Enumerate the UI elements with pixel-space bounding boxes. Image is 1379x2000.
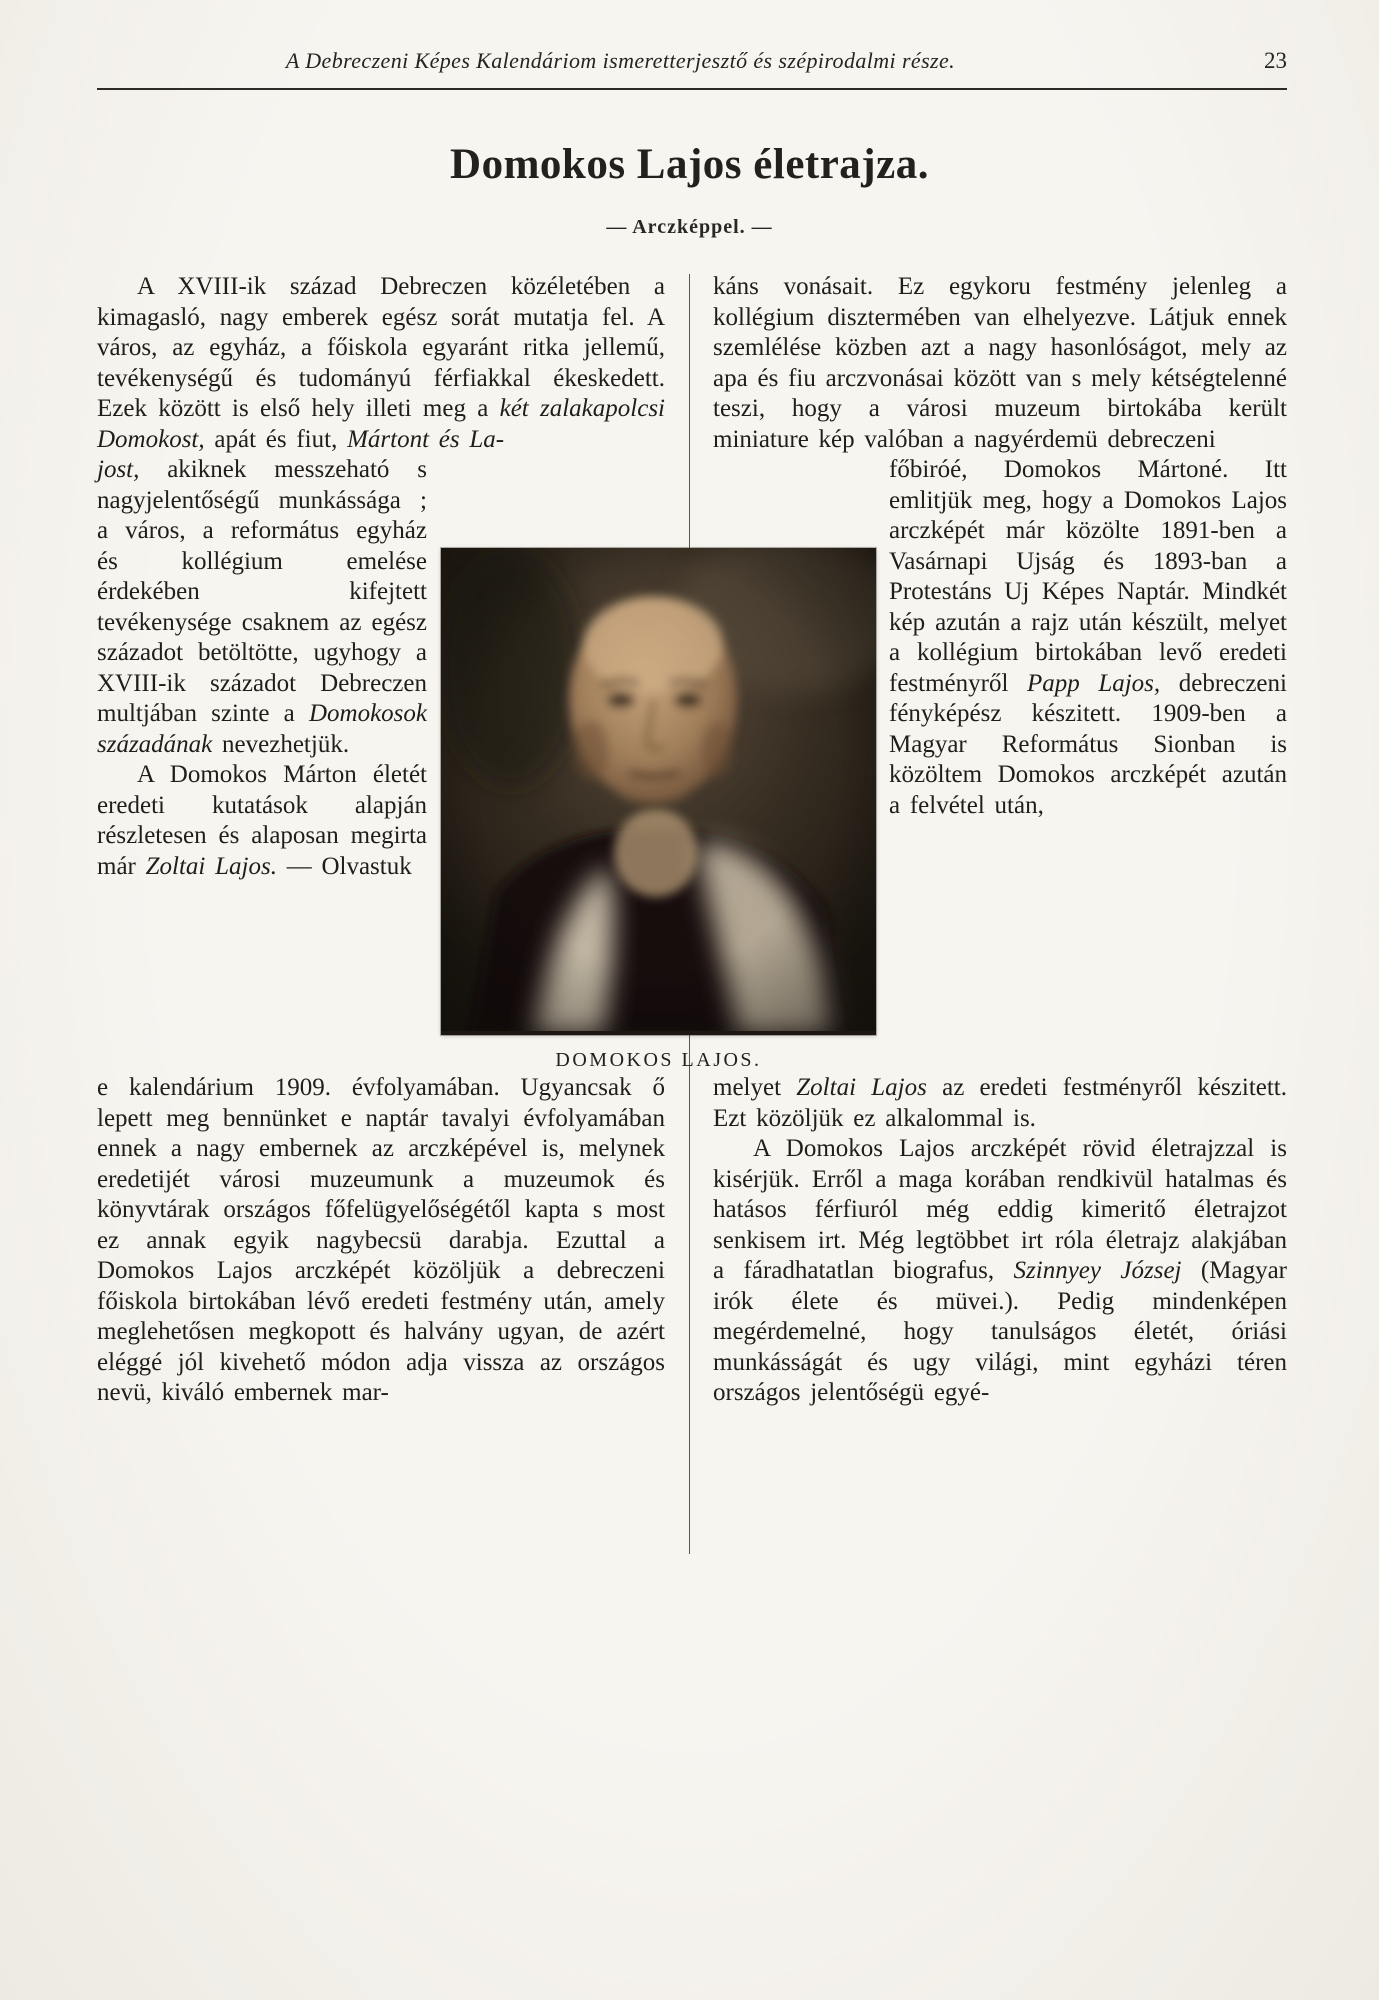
text-run: apát és fiut,	[204, 425, 348, 453]
paragraph	[97, 760, 427, 882]
portrait-figure	[441, 548, 876, 1072]
running-header-title: A Debreczeni Képes Kalendáriom ismeretterjesztő és szépirodalmi része.	[285, 48, 956, 73]
italic-text-run: Zoltai Lajos	[796, 1074, 927, 1101]
text-run: (Magyar irók élete és müvei.). Pedig mindenképen megérdemelné, hogy tanulságos életét, óriási munkásságát és ugy világi, mint egyházi téren országos jelentőségü egyé-	[713, 1257, 1287, 1406]
text-run: A XVIII-ik század Debreczen közéletében a kimagasló, nagy emberek egész sorát mutatja fel. A város, az egyház, a főiskola egyaránt ritka jellemű, tevékenységű és tudományú férfiakkal ékeskedett. Ezek között is első hely illeti meg a	[97, 273, 665, 422]
page-number: 23	[1264, 48, 1287, 73]
paragraph	[97, 455, 427, 760]
text-run: akiknek messzeható s nagyjelentőségű munkássága ; a város, a református egyház és kollégium emelése érdekében kifejtett tevékenysége csaknem az egész századot betöltötte, ugyhogy a XVIII-ik századot Debreczen multjában szinte a	[97, 456, 427, 727]
italic-text-run: Zoltai Lajos.	[145, 852, 277, 880]
paragraph	[97, 1073, 665, 1409]
text-run: az eredeti festményről készitett. Ezt közöljük ez alkalommal is.	[713, 1074, 1287, 1132]
portrait-caption: DOMOKOS LAJOS.	[555, 1049, 762, 1071]
text-run: nevezhetjük.	[212, 730, 350, 758]
italic-text-run: két zalakapolcsi Domokost,	[97, 395, 665, 453]
italic-text-run: Domokosok századának	[97, 700, 427, 758]
text-run: debreczeni fényképész készitett. 1909-ben a Magyar Református Sionban is közöltem Domokos arczképét azután a felvétel után,	[889, 669, 1287, 819]
italic-text-run: Papp Lajos,	[1026, 669, 1161, 697]
text-run: káns vonásait. Ez egykoru festmény jelenleg a kollégium disztermében van elhelyezve. Látjuk ennek szemlélése közben azt a nagy hasonlóságot, mely az apa és fiu arczvonásai között van s mely kétségtelenné teszi, hogy a városi muzeum birtokába került miniature kép valóban a nagyérdemü debreczeni	[713, 273, 1287, 453]
portrait-painting	[441, 548, 876, 1035]
italic-text-run: jost,	[97, 456, 140, 483]
paragraph	[889, 455, 1287, 821]
text-run: A Domokos Lajos arczképét rövid életrajzzal is kisérjük. Erről a maga korában rendkivül hatalmas és hatásos férfiuról még eddig kimeritő életrajzot senkisem irt. Még legtöbbet irt róla életrajz alakjában a fáradhatatlan biografus,	[713, 1135, 1287, 1284]
header-rule	[97, 88, 1287, 90]
paragraph	[97, 272, 665, 455]
article-title: Domokos Lajos életrajza.	[450, 141, 929, 188]
text-run: — Olvastuk	[276, 852, 412, 880]
paragraph	[713, 1073, 1287, 1134]
italic-text-run: Mártont és La-	[347, 425, 505, 453]
text-run: e kalendárium 1909. évfolyamában. Ugyancsak ő lepett meg bennünket e naptár tavalyi évfolyamában ennek a nagy embernek az arczképével is, melynek eredetijét városi muzeumunk a muzeumok és könyvtárak országos főfelügyelőségétől kapta s most ez annak egyik nagybecsü darabja. Ezuttal a Domokos Lajos arczképét közöljük a debreczeni főiskola birtokában lévő eredeti festmény után, amely meglehetősen megkopott és halvány ugyan, de azért eléggé jól kivehető módon adja vissza az országos nevü, kiváló embernek mar-	[97, 1074, 665, 1406]
running-header	[97, 48, 1287, 74]
text-run: melyet	[713, 1074, 797, 1101]
text-run: A Domokos Márton életét eredeti kutatások alapján részletesen és alaposan megirta már	[97, 761, 427, 880]
portrait-image	[441, 548, 876, 1035]
paragraph	[713, 272, 1287, 455]
italic-text-run: Szinnyey Józsej	[1013, 1257, 1182, 1284]
article-subtitle: — Arczképpel. —	[606, 216, 773, 238]
text-run: főbiróé, Domokos Mártoné. Itt emlitjük meg, hogy a Domokos Lajos arczképét már közölte 1891-ben a Vasárnapi Ujság és 1893-ban a Protestáns Uj Képes Naptár. Mindkét kép azután a rajz után készült, melyet a kollégium birtokában levő eredeti festményről	[889, 456, 1287, 697]
paragraph	[713, 1134, 1287, 1409]
